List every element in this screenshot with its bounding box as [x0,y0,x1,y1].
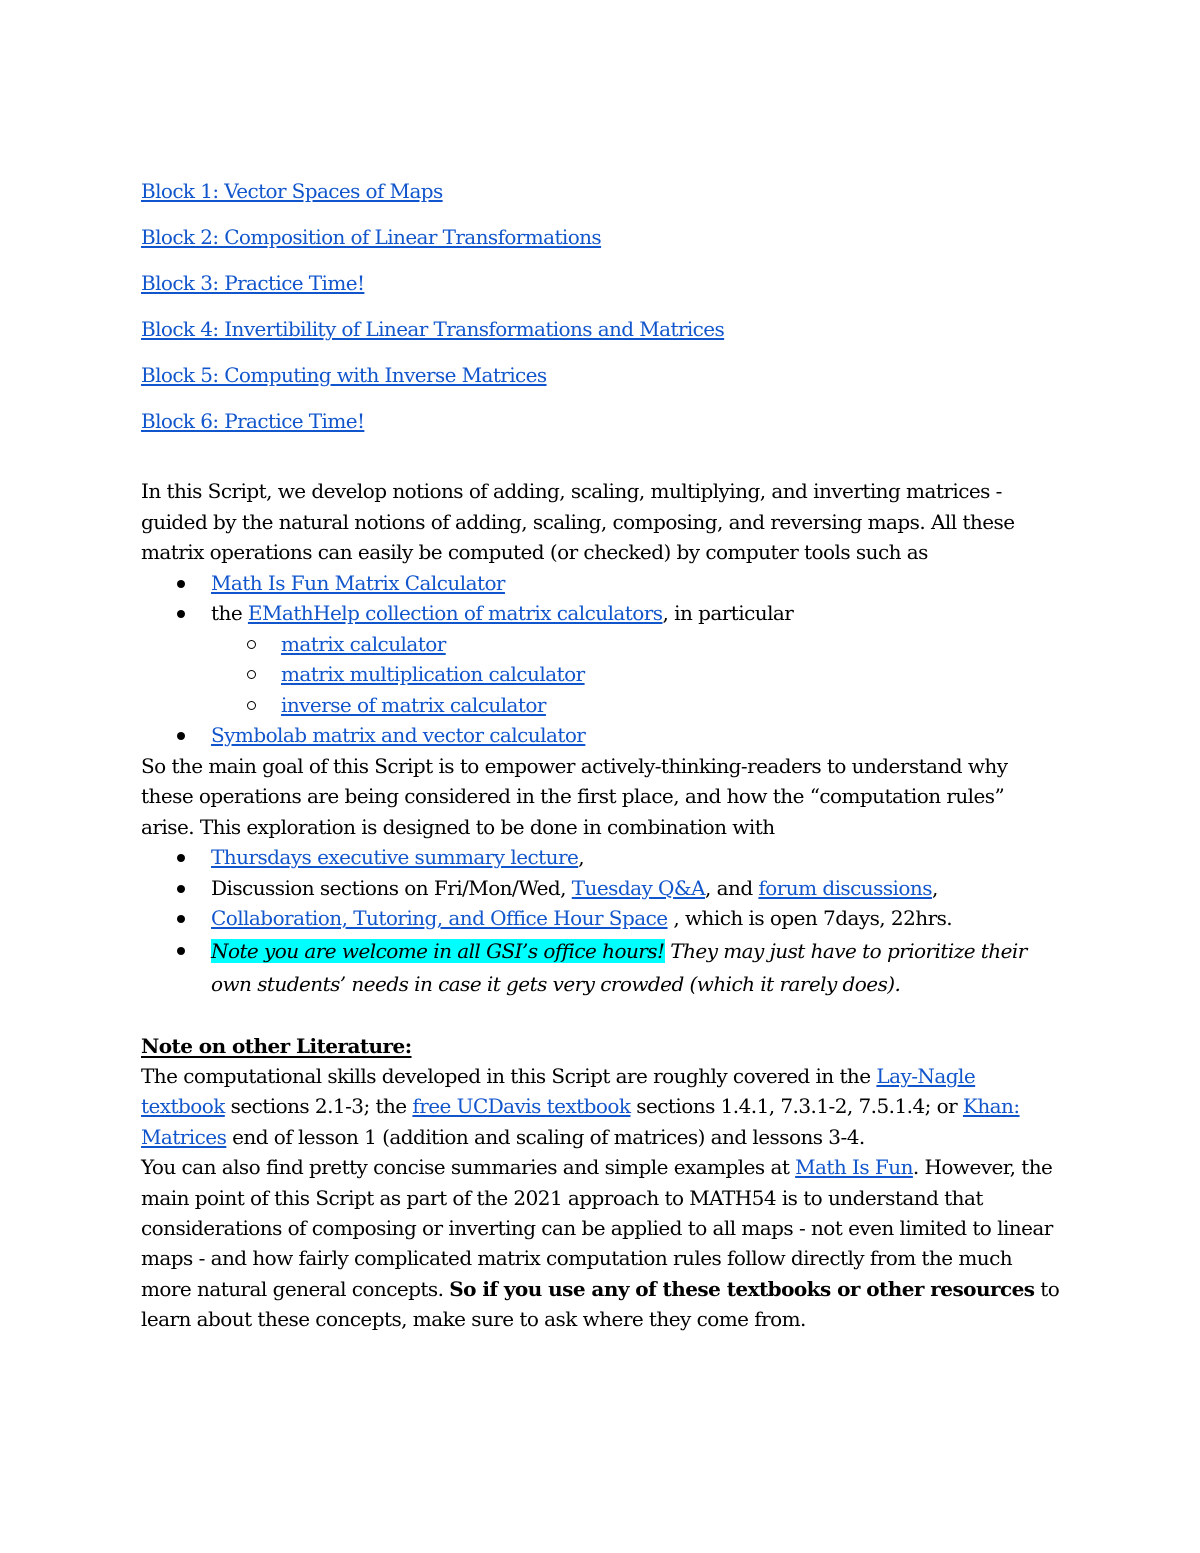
list-item [281,629,1061,660]
toc-link-block-6[interactable]: Block 6: Practice Time! [141,409,365,433]
table-of-contents [141,176,724,452]
list-item [281,690,1061,721]
emathhelp-sublist [211,629,1061,721]
inverse-matrix-link[interactable]: inverse of matrix calculator [281,692,546,717]
office-hours-note: Note you are welcome in all GSI’s office hours! They may just have to prioritize their own students’ needs in case it gets very crowded (which it rarely does). [211,934,1061,1001]
literature-paragraph: The computational skills developed in this Script are roughly covered in the Lay-Nagle textbook sections 2.1-3; the free UCDavis textbook sections 1.4.1, 7.3.1-2, 7.5.1.4; or Khan: Matrices end of lesson 1 (addition and scaling of matrices) and lessons 3-4. You can also find pretty concise summaries and simple examples at Math Is Fun. However, the main point of this Script as part of the 2021 approach to MATH54 is to understand that considerations of composing or inverting can be applied to all maps - not even limited to linear maps - and how fairly complicated matrix computation rules follow directly from the much more natural general concepts. So if you use any of these textbooks or other resources to learn about these concepts, make sure to ask where they come from. [141,1064,1060,1332]
thursday-lecture-link[interactable]: Thursdays executive summary lecture [211,845,579,869]
mathisfun-calculator-link[interactable]: Math Is Fun Matrix Calculator [211,570,505,595]
matrix-multiplication-link[interactable]: matrix multiplication calculator [281,662,585,686]
list-item: Thursdays executive summary lecture, [211,842,1061,873]
mathisfun-link[interactable]: Math Is Fun [795,1155,913,1180]
list-item: Collaboration, Tutoring, and Office Hour Space , which is open 7days, 22hrs. [211,903,1061,934]
list-item [211,720,1061,751]
bold-emphasis: So if you use any of these textbooks or other resources [449,1276,1035,1301]
list-item [281,659,1061,690]
forum-link[interactable]: forum discussions [758,875,932,900]
lay-nagle-link[interactable]: Lay-Nagle textbook [141,1064,976,1119]
literature-heading: Note on other Literature: [141,1033,412,1058]
intro-paragraph: In this Script, we develop notions of adding, scaling, multiplying, and inverting matrices - guided by the natural notions of adding, scaling, composing, and reversing maps. All these matrix operations can easily be computed (or checked) by computer tools such as [141,479,1015,564]
tools-list [141,568,1061,751]
list-item: the EMathHelp collection of matrix calculators, in particular matrix calculator matrix multiplication calculator inverse of matrix calculator [211,598,1061,720]
toc-link-block-1[interactable]: Block 1: Vector Spaces of Maps [141,179,443,203]
collaboration-space-link[interactable]: Collaboration, Tutoring, and Office Hour Space [211,906,668,930]
toc-link-block-4[interactable]: Block 4: Invertibility of Linear Transformations and Matrices [141,317,725,341]
symbolab-link[interactable]: Symbolab matrix and vector calculator [211,723,586,747]
list-item: Discussion sections on Fri/Mon/Wed, Tuesday Q&A, and forum discussions, [211,873,1061,904]
list-item [211,568,1061,599]
tuesday-qa-link[interactable]: Tuesday Q&A [571,875,706,900]
khan-matrices-link[interactable]: Khan: Matrices [141,1094,1020,1149]
matrix-calculator-link[interactable]: matrix calculator [281,631,446,656]
highlighted-note: Note you are welcome in all GSI’s office hours! [211,938,665,963]
emathhelp-link[interactable]: EMathHelp collection of matrix calculators [247,601,663,625]
toc-link-block-2[interactable]: Block 2: Composition of Linear Transformations [141,225,602,249]
goal-paragraph: So the main goal of this Script is to empower actively-thinking-readers to understand why these operations are being considered in the first place, and how the “computation rules” arise. This exploration is designed to be done in combination with [141,753,1008,839]
toc-link-block-5[interactable]: Block 5: Computing with Inverse Matrices [141,363,547,387]
document-body [141,476,1061,1335]
toc-link-block-3[interactable]: Block 3: Practice Time! [141,271,365,295]
ucdavis-textbook-link[interactable]: free UCDavis textbook [412,1094,631,1119]
resources-list [141,842,1061,1001]
